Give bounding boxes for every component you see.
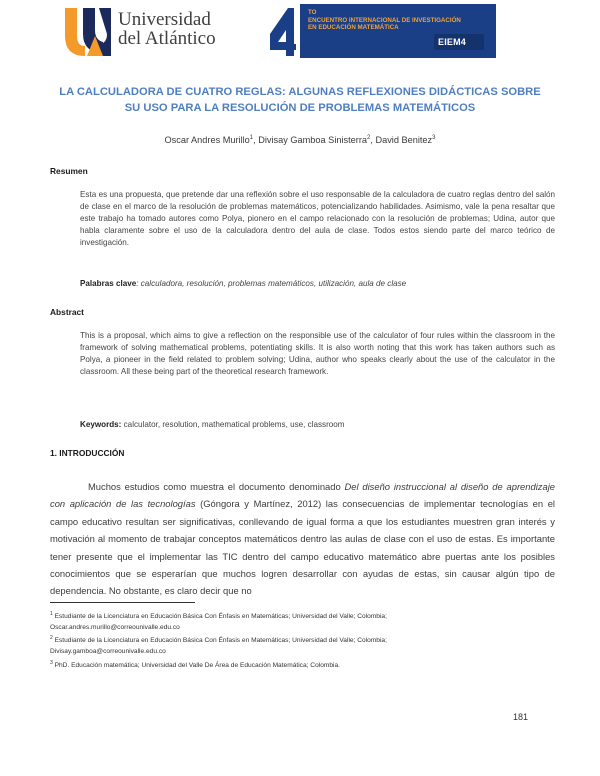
footnote-mark: 3: [50, 660, 53, 666]
keywords-label: Keywords:: [80, 420, 122, 429]
intro-text-part2: (Góngora y Martínez, 2012) las consecuencias de implementar tecnologías en el campo educativo resultan ser significativas, conllevando de igual forma a que los estudiantes muestren gran interés y motivación al momento de trabajar conceptos matemáticos dentro las aulas de clase con el uso de estas. Es importante tener presente que el implementar las TIC dentro del campo educativo matemático abre puertas ante los posibles conocimientos que se esperarían que muchos logren desarrollar con ayudas de estas, sin causar algún tipo de dependencia. No obstante, es claro decir que no: [50, 498, 555, 597]
footnote-mark: 2: [50, 635, 53, 641]
abstract-heading: Abstract: [50, 307, 84, 317]
footnote-2: [50, 633, 560, 657]
intro-text-part1: Muchos estudios como muestra el documento denominado: [88, 481, 345, 492]
footnote-divider: [50, 602, 195, 603]
conference-badge: EIEM4: [438, 37, 467, 47]
footnote-text: Estudiante de la Licenciatura en Educación Básica Con Énfasis en Matemáticas; Universidad del Valle; Colombia;: [52, 637, 387, 645]
keywords: [80, 420, 345, 429]
footnote-3: [50, 658, 560, 671]
paper-title-line1: LA CALCULADORA DE CUATRO REGLAS: ALGUNAS REFLEXIONES DIDÁCTICAS SOBRE: [59, 86, 541, 98]
author-name: Divisay Gamboa Sinisterra: [258, 135, 367, 146]
footnote-1: [50, 609, 560, 633]
university-name: [118, 10, 216, 48]
page-number: 181: [513, 712, 529, 722]
author-separator: ,: [253, 135, 259, 146]
palabras-clave: [80, 279, 406, 288]
universidad-logo-icon: [63, 6, 113, 58]
paper-title-line2: SU USO PARA LA RESOLUCIÓN DE PROBLEMAS MATEMÁTICOS: [124, 102, 476, 114]
abstract-text: This is a proposal, which aims to give a reflection on the responsible use of the calculator of four rules within the classroom in the framework of solving mathematical problems, potentiating skills. It is also worth noting that this work has taken authors such as Polya, a pioneer in the field related to problem solving; Udina, author who speaks clearly about the use of the calculator in the classroom. All these being part of the theoretical research framework.: [80, 331, 555, 376]
resumen-heading: Resumen: [50, 166, 88, 176]
author-footnote-mark: 2: [367, 135, 371, 141]
page-header: [0, 0, 600, 62]
intro-text-italic: Del diseño instruccional al diseño de aprendizaje con aplicación de las tecnologías: [50, 481, 555, 510]
paper-title: [40, 84, 560, 116]
author-name: Oscar Andres Murillo: [164, 135, 250, 146]
university-name-line1: Universidad: [118, 9, 211, 30]
university-name-line2: del Atlántico: [118, 28, 216, 49]
footnote-email: Oscar.andres.murillo@correounivalle.edu.co: [50, 624, 180, 632]
footnote-text: Estudiante de la Licenciatura en Educación Básica Con Énfasis en Matemáticas; Universidad del Valle; Colombia;: [52, 613, 387, 621]
intro-paragraph: [50, 478, 555, 600]
author-list: [0, 135, 600, 145]
author-footnote-mark: 3: [432, 135, 436, 141]
author-footnote-mark: 1: [249, 135, 254, 141]
conference-title-line2: ENCUENTRO INTERNACIONAL DE INVESTIGACIÓN: [308, 16, 461, 24]
footnote-email: Divisay.gamboa@correounivalle.edu.co: [50, 648, 166, 656]
palabras-clave-label: Palabras clave: [80, 279, 137, 288]
author-name: David Benitez: [375, 135, 433, 146]
keywords-text: calculator, resolution, mathematical problems, use, classroom: [121, 420, 345, 429]
conference-title-line3: EN EDUCACIÓN MATEMÁTICA: [308, 24, 399, 31]
resumen-text: Esta es una propuesta, que pretende dar una reflexión sobre el uso responsable de la calculadora de cuatro reglas dentro del salón de clase en el marco de la resolución de problemas matemáticos, potencializando habilidades. Asimismo, vale la pena resaltar que este trabajo ha tomado autores como Polya, pionero en el campo relacionado con la resolución de problemas; Udina, autor que habla claramente sobre el uso de la calculadora dentro del aula de clase. Todos estos siendo parte del marco teórico de investigación.: [80, 190, 555, 247]
author-separator: ,: [370, 135, 376, 146]
intro-heading: 1. INTRODUCCIÓN: [50, 448, 125, 458]
footnote-mark: 1: [50, 611, 53, 617]
palabras-clave-text: : calculadora, resolución, problemas matemáticos, utilización, aula de clase: [136, 279, 407, 288]
footnote-text: PhD. Educación matemática; Universidad del Valle De Área de Educación Matemática; Colombia.: [52, 662, 340, 670]
conference-title-line1: TO: [308, 9, 317, 16]
conference-title: [308, 9, 461, 32]
